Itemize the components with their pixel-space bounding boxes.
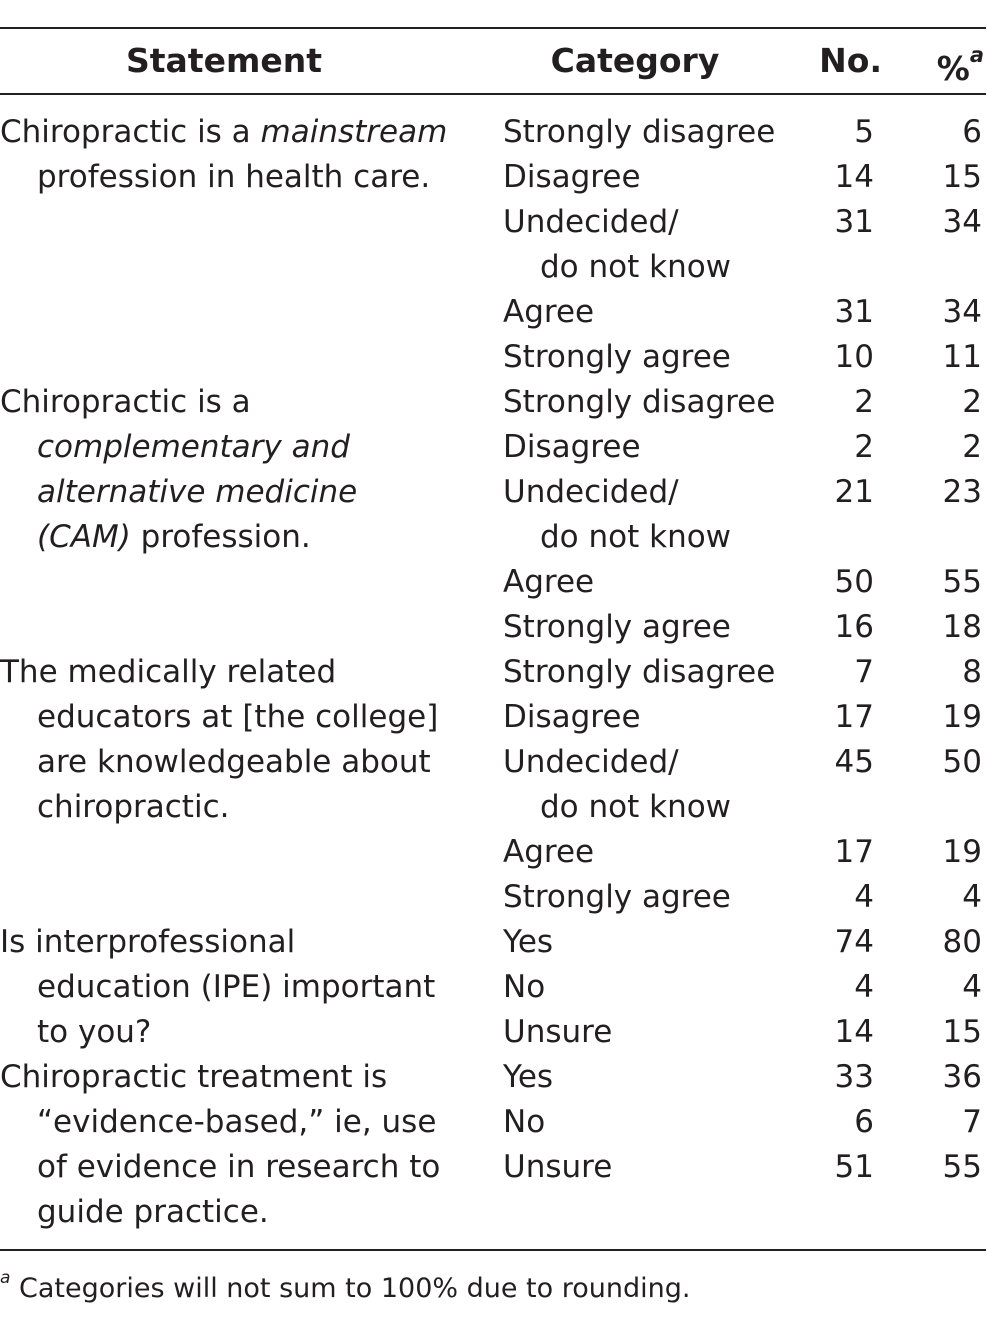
table-row xyxy=(0,560,986,605)
number-cell: 31 xyxy=(834,294,874,330)
percent-cell: 15 xyxy=(942,1014,982,1050)
statement-text: of evidence in research to xyxy=(37,1149,441,1185)
statement-text: educators at [the college] xyxy=(37,699,439,735)
table-row xyxy=(0,245,986,290)
table-row xyxy=(0,605,986,650)
number-cell: 21 xyxy=(834,474,874,510)
statement-text: are knowledgeable about xyxy=(37,744,431,780)
table-row xyxy=(0,335,986,380)
number-cell: 51 xyxy=(834,1149,874,1185)
percent-cell: 23 xyxy=(942,474,982,510)
table-row xyxy=(0,785,986,830)
table-row xyxy=(0,1145,986,1190)
category-cell: No xyxy=(503,1104,546,1140)
number-cell: 45 xyxy=(834,744,874,780)
category-cell: Disagree xyxy=(503,429,641,465)
percent-cell: 4 xyxy=(962,879,982,915)
statement-text: Chiropractic is a xyxy=(0,114,261,150)
statement-cell xyxy=(37,965,435,1010)
statement-cell xyxy=(0,380,251,425)
statement-cell xyxy=(37,470,357,515)
percent-cell: 11 xyxy=(942,339,982,375)
percent-cell: 2 xyxy=(962,429,982,465)
category-cell: Strongly agree xyxy=(503,879,731,915)
category-cell: Agree xyxy=(503,834,595,870)
statement-text: Is interprofessional xyxy=(0,924,296,960)
number-cell: 33 xyxy=(834,1059,874,1095)
header-number: No. xyxy=(819,41,882,80)
category-cell: Agree xyxy=(503,564,595,600)
category-cell: do not know xyxy=(540,789,732,825)
number-cell: 14 xyxy=(834,159,874,195)
footnote-mark: a xyxy=(0,1268,11,1288)
table-row xyxy=(0,290,986,335)
percent-cell: 7 xyxy=(962,1104,982,1140)
number-cell: 74 xyxy=(834,924,874,960)
number-cell: 14 xyxy=(834,1014,874,1050)
percent-cell: 55 xyxy=(942,1149,982,1185)
footnote-text: Categories will not sum to 100% due to rounding. xyxy=(10,1273,691,1304)
category-cell: Strongly disagree xyxy=(503,384,776,420)
table-row xyxy=(0,740,986,785)
percent-cell: 80 xyxy=(942,924,982,960)
table-row xyxy=(0,515,986,560)
table-row xyxy=(0,425,986,470)
statement-cell xyxy=(37,1145,440,1190)
table-row xyxy=(0,920,986,965)
table-row xyxy=(0,830,986,875)
statement-cell xyxy=(37,1010,151,1055)
category-cell: Strongly disagree xyxy=(503,654,776,690)
table-bottom-rule xyxy=(0,1249,986,1251)
statement-cell xyxy=(0,920,295,965)
category-cell: do not know xyxy=(540,249,732,285)
header-percent-label: % xyxy=(936,49,970,88)
category-cell: Yes xyxy=(503,924,554,960)
category-cell: Agree xyxy=(503,294,595,330)
category-cell: No xyxy=(503,969,546,1005)
percent-cell: 50 xyxy=(942,744,982,780)
number-cell: 10 xyxy=(834,339,874,375)
statement-text: chiropractic. xyxy=(37,789,230,825)
statement-text: Chiropractic treatment is xyxy=(0,1059,388,1095)
header-percent-footnote-mark: a xyxy=(969,43,984,67)
table-row xyxy=(0,470,986,515)
statement-text: profession. xyxy=(130,519,311,555)
category-cell: Unsure xyxy=(503,1149,613,1185)
percent-cell: 19 xyxy=(942,834,982,870)
table-footnote xyxy=(0,1260,690,1311)
category-cell: Unsure xyxy=(503,1014,613,1050)
table-row xyxy=(0,875,986,920)
header-statement: Statement xyxy=(125,41,322,80)
table-row xyxy=(0,1055,986,1100)
percent-cell: 2 xyxy=(962,384,982,420)
statement-cell xyxy=(37,695,438,740)
statement-text: alternative medicine xyxy=(37,474,358,510)
statement-cell xyxy=(37,785,229,830)
number-cell: 31 xyxy=(834,204,874,240)
statement-cell xyxy=(0,650,336,695)
category-cell: do not know xyxy=(540,519,732,555)
percent-cell: 8 xyxy=(962,654,982,690)
table-row xyxy=(0,1100,986,1145)
table-row xyxy=(0,695,986,740)
statement-text: Chiropractic is a xyxy=(0,384,251,420)
number-cell: 6 xyxy=(854,1104,874,1140)
statement-cell xyxy=(0,110,447,155)
table-row xyxy=(0,155,986,200)
category-cell: Strongly agree xyxy=(503,609,731,645)
number-cell: 16 xyxy=(834,609,874,645)
statement-cell xyxy=(37,155,430,200)
category-cell: Undecided/ xyxy=(503,204,679,240)
table-row xyxy=(0,110,986,155)
number-cell: 50 xyxy=(834,564,874,600)
table-top-rule xyxy=(0,27,986,29)
number-cell: 2 xyxy=(854,429,874,465)
statement-text: (CAM) xyxy=(37,519,131,555)
percent-cell: 36 xyxy=(942,1059,982,1095)
percent-cell: 34 xyxy=(942,204,982,240)
number-cell: 5 xyxy=(854,114,874,150)
category-cell: Disagree xyxy=(503,699,641,735)
statement-cell xyxy=(37,515,311,560)
statement-text: education (IPE) important xyxy=(37,969,436,1005)
header-percent xyxy=(900,38,984,92)
header-category: Category xyxy=(550,41,720,80)
statement-text: The medically related xyxy=(0,654,337,690)
statement-text: profession in health care. xyxy=(37,159,431,195)
number-cell: 7 xyxy=(854,654,874,690)
percent-cell: 19 xyxy=(942,699,982,735)
table-row xyxy=(0,380,986,425)
statement-cell xyxy=(37,1190,269,1235)
statement-cell xyxy=(0,1055,387,1100)
percent-cell: 55 xyxy=(942,564,982,600)
table-row xyxy=(0,1190,986,1235)
category-cell: Undecided/ xyxy=(503,744,679,780)
category-cell: Strongly disagree xyxy=(503,114,776,150)
number-cell: 4 xyxy=(854,879,874,915)
table-header-rule xyxy=(0,93,986,95)
statement-text: complementary and xyxy=(37,429,350,465)
percent-cell: 34 xyxy=(942,294,982,330)
number-cell: 4 xyxy=(854,969,874,1005)
statement-text: guide practice. xyxy=(37,1194,269,1230)
percent-cell: 4 xyxy=(962,969,982,1005)
table-row xyxy=(0,650,986,695)
statement-text: “evidence-based,” ie, use xyxy=(37,1104,437,1140)
number-cell: 17 xyxy=(834,834,874,870)
number-cell: 17 xyxy=(834,699,874,735)
statement-cell xyxy=(37,425,350,470)
percent-cell: 6 xyxy=(962,114,982,150)
category-cell: Disagree xyxy=(503,159,641,195)
category-cell: Yes xyxy=(503,1059,554,1095)
number-cell: 2 xyxy=(854,384,874,420)
table-row xyxy=(0,200,986,245)
statement-text: to you? xyxy=(37,1014,152,1050)
percent-cell: 18 xyxy=(942,609,982,645)
table-body xyxy=(0,110,986,1235)
category-cell: Undecided/ xyxy=(503,474,679,510)
statement-cell xyxy=(37,740,431,785)
percent-cell: 15 xyxy=(942,159,982,195)
statement-text: mainstream xyxy=(260,114,448,150)
table-row xyxy=(0,1010,986,1055)
table-row xyxy=(0,965,986,1010)
statement-cell xyxy=(37,1100,436,1145)
category-cell: Strongly agree xyxy=(503,339,731,375)
